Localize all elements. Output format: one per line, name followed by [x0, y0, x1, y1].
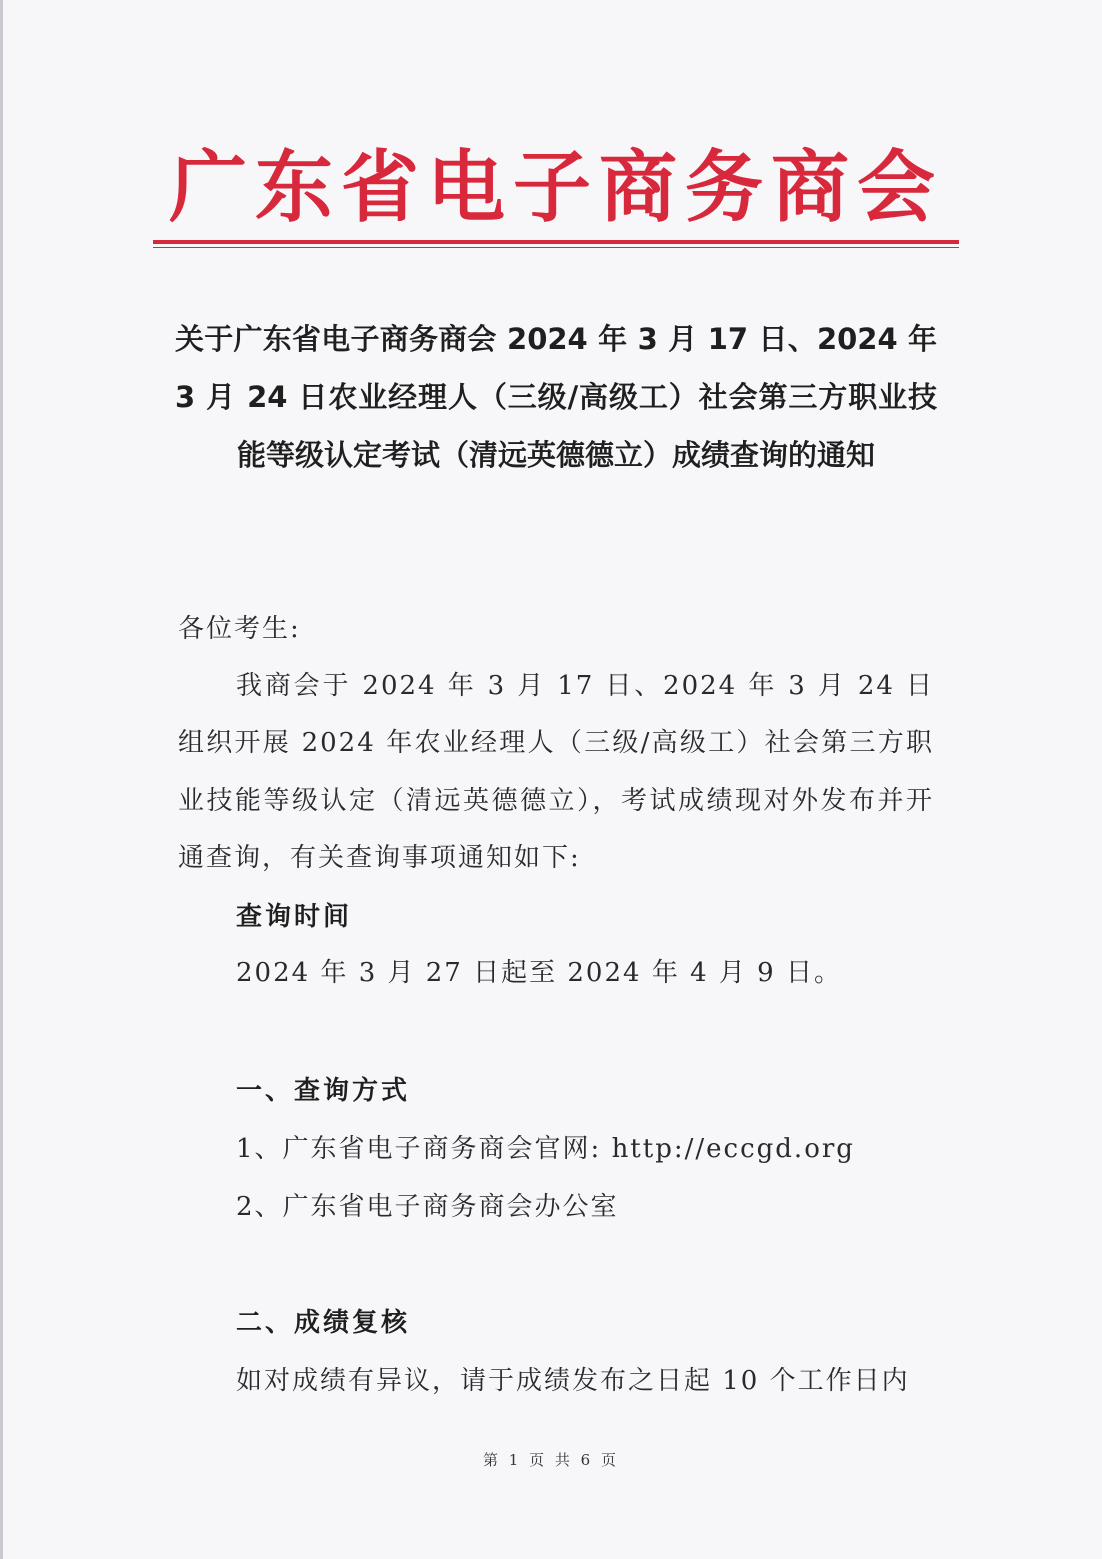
query-time-heading: 查询时间: [236, 902, 353, 932]
page-indicator: 第 1 页 共 6 页: [483, 1451, 619, 1469]
intro-paragraph: 我商会于 2024 年 3 月 17 日、2024 年 3 月 24 日组织开展 2024 年农业经理人（三级/高级工）社会第三方职业技能等级认定（清远英德德立），考试成绩现对外发布并开通查询，有关查询事项通知如下:: [178, 671, 934, 873]
notice-title: 关于广东省电子商务商会 2024 年 3 月 17 日、2024 年 3 月 24 日农业经理人（三级/高级工）社会第三方职业技能等级认定考试（清远英德德立）成绩查询的通知: [175, 322, 937, 472]
query-method-item-office: 2、广东省电子商务商会办公室: [236, 1192, 619, 1222]
letterhead-org-name: 广东省电子商务商会: [168, 142, 943, 233]
query-method-item-website: 1、广东省电子商务商会官网: http://eccgd.org: [236, 1134, 855, 1164]
review-text: 如对成绩有异议，请于成绩发布之日起 10 个工作日内: [236, 1366, 910, 1396]
salutation: 各位考生:: [178, 614, 301, 644]
letterhead-rule-thick: [153, 240, 959, 244]
scan-edge: [0, 0, 3, 1559]
letterhead-rule-thin: [153, 247, 959, 248]
review-heading: 二、成绩复核: [236, 1308, 411, 1338]
query-method-heading: 一、查询方式: [236, 1076, 411, 1106]
query-time-text: 2024 年 3 月 27 日起至 2024 年 4 月 9 日。: [236, 958, 842, 988]
